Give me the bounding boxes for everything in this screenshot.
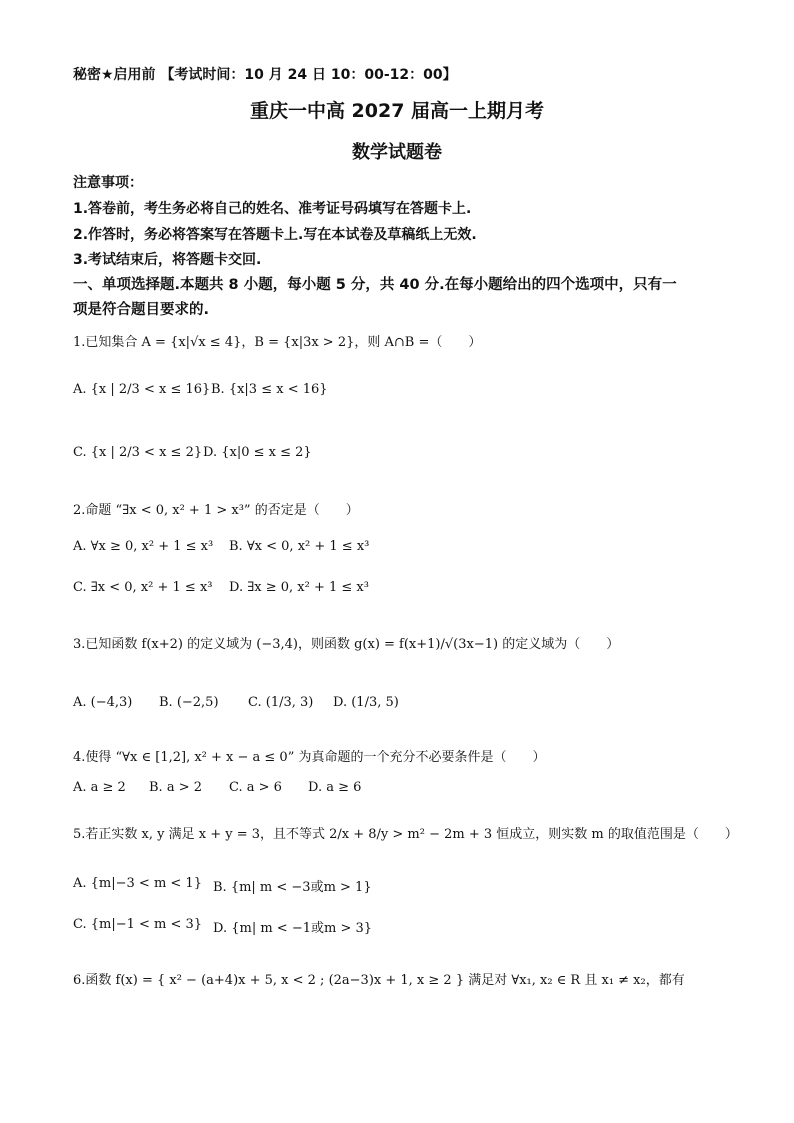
- exam-subtitle: 数学试题卷: [352, 142, 442, 163]
- option-d: D. {x|0 ≤ x ≤ 2}: [203, 445, 312, 460]
- secret-line: 秘密★启用前 【考试时间：10 月 24 日 10：00-12：00】: [73, 67, 457, 83]
- exam-title: 重庆一中高 2027 届高一上期月考: [249, 100, 545, 122]
- option-a: A. (−4,3): [73, 695, 133, 710]
- option-a: A. ∀x ≥ 0, x² + 1 ≤ x³: [73, 539, 214, 554]
- notes-heading: 注意事项：: [73, 175, 143, 191]
- question-stem: 4.使得 “∀x ∈ [1,2], x² + x − a ≤ 0” 为真命题的一个充分不必要条件是（ ）: [73, 750, 546, 765]
- section-heading-cont: 项是符合题目要求的.: [73, 302, 210, 318]
- option-b: B. ∀x < 0, x² + 1 ≤ x³: [229, 539, 370, 554]
- option-b: B. {x|3 ≤ x < 16}: [211, 382, 328, 397]
- note-item: 1.答卷前，考生务必将自己的姓名、准考证号码填写在答题卡上.: [73, 201, 472, 217]
- note-item: 2.作答时，务必将答案写在答题卡上.写在本试卷及草稿纸上无效.: [73, 227, 477, 243]
- option-d: D. a ≥ 6: [308, 780, 362, 795]
- option-d: D. {m| m < −1或m > 3}: [213, 921, 373, 936]
- option-c: C. (1/3, 3): [248, 695, 314, 710]
- question-stem: 5.若正实数 x, y 满足 x + y = 3，且不等式 2/x + 8/y > m² − 2m + 3 恒成立，则实数 m 的取值范围是（ ）: [73, 827, 738, 842]
- question-stem: 2.命题 “∃x < 0, x² + 1 > x³” 的否定是（ ）: [73, 503, 359, 518]
- question-stem: 3.已知函数 f(x+2) 的定义域为 (−3,4)，则函数 g(x) = f(x+1)/√(3x−1) 的定义域为（ ）: [73, 637, 620, 652]
- option-d: D. (1/3, 5): [333, 695, 399, 710]
- option-a: A. {x | 2/3 < x ≤ 16}: [73, 382, 211, 397]
- option-c: C. {x | 2/3 < x ≤ 2}: [73, 445, 203, 460]
- question-stem: 6.函数 f(x) = { x² − (a+4)x + 5, x < 2 ; (2a−3)x + 1, x ≥ 2 } 满足对 ∀x₁, x₂ ∈ R 且 x₁ ≠ x₂，都有: [73, 973, 685, 988]
- option-d: D. ∃x ≥ 0, x² + 1 ≤ x³: [229, 580, 369, 595]
- option-b: B. a > 2: [149, 780, 202, 795]
- option-c: C. {m|−1 < m < 3}: [73, 917, 203, 932]
- option-a: A. a ≥ 2: [73, 780, 126, 795]
- option-c: C. ∃x < 0, x² + 1 ≤ x³: [73, 580, 213, 595]
- note-item: 3.考试结束后，将答题卡交回.: [73, 252, 262, 268]
- option-b: B. {m| m < −3或m > 1}: [213, 880, 372, 895]
- question-stem: 1.已知集合 A = {x|√x ≤ 4}，B = {x|3x > 2}，则 A∩B =（ ）: [73, 335, 482, 350]
- option-b: B. (−2,5): [159, 695, 219, 710]
- option-c: C. a > 6: [229, 780, 282, 795]
- option-a: A. {m|−3 < m < 1}: [73, 876, 202, 891]
- section-heading: 一、单项选择题.本题共 8 小题，每小题 5 分，共 40 分.在每小题给出的四个选项中，只有一: [73, 277, 677, 293]
